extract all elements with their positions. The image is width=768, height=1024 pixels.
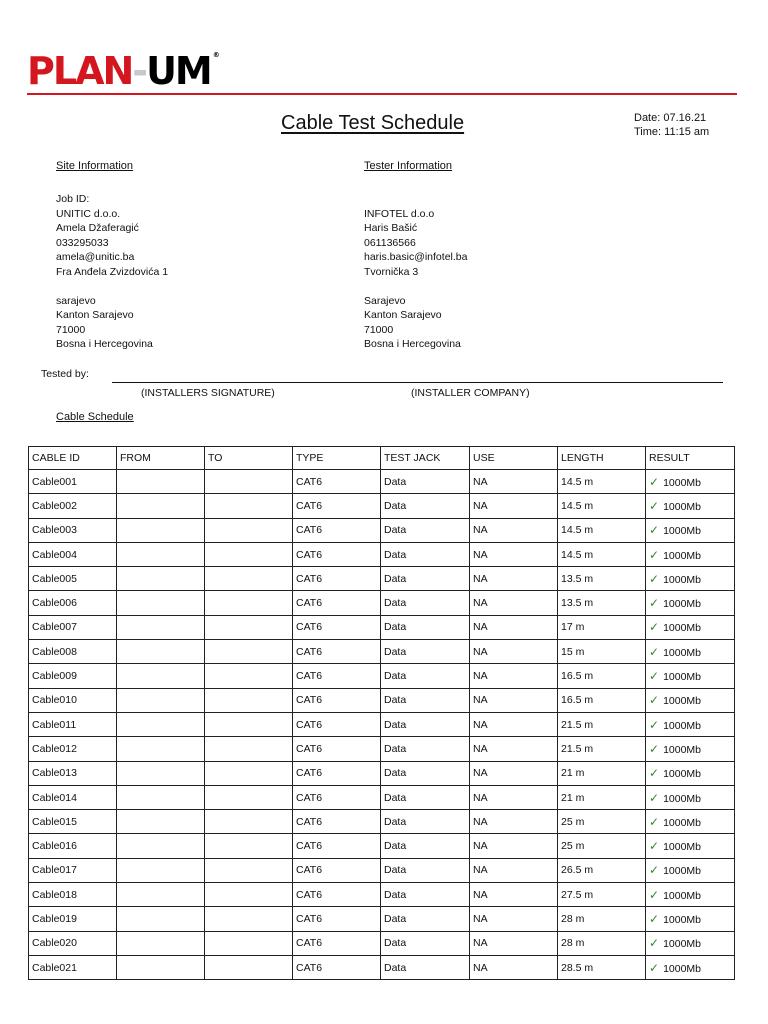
test-jack-cell: Data (381, 615, 470, 639)
length-cell: 14.5 m (558, 494, 646, 518)
use-cell: NA (470, 518, 558, 542)
to-cell (205, 858, 293, 882)
test-jack-cell: Data (381, 761, 470, 785)
result-value: 1000Mb (663, 792, 702, 805)
col-header-length: LENGTH (558, 447, 646, 470)
cable-id-cell: Cable019 (29, 907, 117, 931)
from-cell (117, 542, 205, 566)
cable-id-cell: Cable015 (29, 810, 117, 834)
cable-id-cell: Cable005 (29, 567, 117, 591)
from-cell (117, 810, 205, 834)
length-cell: 21 m (558, 785, 646, 809)
date-value: 07.16.21 (663, 112, 707, 124)
table-row (29, 761, 735, 785)
logo-text-um: UM (146, 49, 211, 93)
result-cell (646, 907, 735, 931)
cable-id-cell: Cable001 (29, 470, 117, 494)
table-row (29, 640, 735, 664)
cable-id-cell: Cable006 (29, 591, 117, 615)
to-cell (205, 907, 293, 931)
tester-street: Tvornička 3 (364, 265, 419, 278)
table-row (29, 883, 735, 907)
test-jack-cell: Data (381, 567, 470, 591)
length-cell: 14.5 m (558, 542, 646, 566)
test-jack-cell: Data (381, 640, 470, 664)
type-cell: CAT6 (293, 591, 381, 615)
logo-dash: - (132, 49, 147, 93)
length-cell: 21.5 m (558, 737, 646, 761)
length-cell: 14.5 m (558, 470, 646, 494)
use-cell: NA (470, 737, 558, 761)
checkmark-icon: ✓ (649, 863, 660, 878)
from-cell (117, 640, 205, 664)
use-cell: NA (470, 640, 558, 664)
test-jack-cell: Data (381, 688, 470, 712)
col-header-type: TYPE (293, 447, 381, 470)
from-cell (117, 834, 205, 858)
checkmark-icon: ✓ (649, 839, 660, 854)
col-header-to: TO (205, 447, 293, 470)
checkmark-icon: ✓ (649, 790, 660, 805)
type-cell: CAT6 (293, 567, 381, 591)
result-cell (646, 518, 735, 542)
job-id-label: Job ID: (56, 193, 90, 205)
table-row (29, 834, 735, 858)
cable-id-cell: Cable004 (29, 542, 117, 566)
result-value: 1000Mb (663, 743, 702, 756)
result-cell (646, 834, 735, 858)
result-cell (646, 640, 735, 664)
site-email: amela@unitic.ba (56, 251, 135, 263)
table-row (29, 542, 735, 566)
tester-phone: 061136566 (364, 236, 416, 249)
installer-company-caption: (INSTALLER COMPANY) (411, 387, 530, 399)
checkmark-icon: ✓ (649, 620, 660, 635)
col-header-test-jack: TEST JACK (381, 447, 470, 470)
checkmark-icon: ✓ (649, 669, 660, 684)
length-cell: 13.5 m (558, 591, 646, 615)
test-jack-cell: Data (381, 810, 470, 834)
cable-id-cell: Cable013 (29, 761, 117, 785)
type-cell: CAT6 (293, 931, 381, 955)
from-cell (117, 664, 205, 688)
test-jack-cell: Data (381, 883, 470, 907)
date-line (634, 111, 709, 125)
result-cell (646, 883, 735, 907)
type-cell: CAT6 (293, 761, 381, 785)
result-cell (646, 858, 735, 882)
result-cell (646, 737, 735, 761)
type-cell: CAT6 (293, 737, 381, 761)
cable-id-cell: Cable021 (29, 955, 117, 979)
col-header-from: FROM (117, 447, 205, 470)
test-jack-cell: Data (381, 591, 470, 615)
site-company: UNITIC d.o.o. (56, 207, 121, 220)
to-cell (205, 785, 293, 809)
result-cell (646, 664, 735, 688)
date-label: Date: (634, 112, 661, 124)
table-row (29, 615, 735, 639)
use-cell: NA (470, 542, 558, 566)
result-value: 1000Mb (663, 549, 702, 562)
tester-info-block (364, 207, 467, 352)
to-cell (205, 518, 293, 542)
site-region: Kanton Sarajevo (56, 309, 134, 321)
test-jack-cell: Data (381, 664, 470, 688)
result-value: 1000Mb (663, 841, 702, 854)
col-header-cable-id: CABLE ID (29, 447, 117, 470)
type-cell: CAT6 (293, 883, 381, 907)
table-row (29, 907, 735, 931)
result-cell (646, 542, 735, 566)
table-row (29, 591, 735, 615)
result-cell (646, 470, 735, 494)
length-cell: 13.5 m (558, 567, 646, 591)
company-logo (27, 49, 220, 93)
checkmark-icon: ✓ (649, 814, 660, 829)
use-cell: NA (470, 591, 558, 615)
from-cell (117, 591, 205, 615)
result-cell (646, 591, 735, 615)
time-label: Time: (634, 126, 662, 138)
tester-city: Sarajevo (364, 294, 406, 307)
tester-email: haris.basic@infotel.ba (364, 251, 468, 263)
result-value: 1000Mb (663, 865, 702, 878)
checkmark-icon: ✓ (649, 766, 660, 781)
site-info-heading: Site Information (56, 160, 134, 172)
result-cell (646, 712, 735, 736)
table-row (29, 494, 735, 518)
result-value: 1000Mb (663, 695, 702, 708)
table-row (29, 518, 735, 542)
result-value: 1000Mb (663, 500, 702, 513)
test-jack-cell: Data (381, 785, 470, 809)
checkmark-icon: ✓ (649, 936, 660, 951)
table-row (29, 737, 735, 761)
test-jack-cell: Data (381, 907, 470, 931)
cable-id-cell: Cable010 (29, 688, 117, 712)
result-cell (646, 615, 735, 639)
result-cell (646, 688, 735, 712)
length-cell: 28.5 m (558, 955, 646, 979)
test-jack-cell: Data (381, 470, 470, 494)
result-value: 1000Mb (663, 598, 702, 611)
from-cell (117, 518, 205, 542)
use-cell: NA (470, 494, 558, 518)
cable-schedule-table (28, 446, 735, 980)
test-jack-cell: Data (381, 542, 470, 566)
checkmark-icon: ✓ (649, 644, 660, 659)
cable-id-cell: Cable018 (29, 883, 117, 907)
checkmark-icon: ✓ (649, 717, 660, 732)
page-title: Cable Test Schedule (281, 112, 465, 134)
to-cell (205, 615, 293, 639)
type-cell: CAT6 (293, 470, 381, 494)
result-value: 1000Mb (663, 816, 702, 829)
cable-id-cell: Cable008 (29, 640, 117, 664)
length-cell: 21.5 m (558, 712, 646, 736)
test-jack-cell: Data (381, 955, 470, 979)
use-cell: NA (470, 567, 558, 591)
spacer (56, 279, 168, 294)
result-cell (646, 494, 735, 518)
table-header-row (29, 447, 735, 470)
use-cell: NA (470, 664, 558, 688)
to-cell (205, 883, 293, 907)
from-cell (117, 567, 205, 591)
cable-id-cell: Cable016 (29, 834, 117, 858)
result-value: 1000Mb (663, 622, 702, 635)
from-cell (117, 931, 205, 955)
use-cell: NA (470, 470, 558, 494)
checkmark-icon: ✓ (649, 498, 660, 513)
tester-company: INFOTEL d.o.o (364, 207, 435, 220)
use-cell: NA (470, 688, 558, 712)
time-line (634, 125, 709, 139)
col-header-use: USE (470, 447, 558, 470)
use-cell: NA (470, 955, 558, 979)
table-row (29, 785, 735, 809)
test-jack-cell: Data (381, 737, 470, 761)
cable-id-cell: Cable002 (29, 494, 117, 518)
cable-id-cell: Cable011 (29, 712, 117, 736)
result-cell (646, 931, 735, 955)
table-row (29, 567, 735, 591)
signature-line (112, 382, 723, 383)
use-cell: NA (470, 834, 558, 858)
cable-id-cell: Cable007 (29, 615, 117, 639)
checkmark-icon: ✓ (649, 596, 660, 611)
to-cell (205, 931, 293, 955)
checkmark-icon: ✓ (649, 693, 660, 708)
table-row (29, 810, 735, 834)
length-cell: 16.5 m (558, 688, 646, 712)
cable-id-cell: Cable020 (29, 931, 117, 955)
from-cell (117, 858, 205, 882)
result-value: 1000Mb (663, 719, 702, 732)
from-cell (117, 785, 205, 809)
length-cell: 27.5 m (558, 883, 646, 907)
site-contact: Amela Džaferagić (56, 222, 139, 234)
result-value: 1000Mb (663, 768, 702, 781)
test-jack-cell: Data (381, 518, 470, 542)
from-cell (117, 883, 205, 907)
to-cell (205, 737, 293, 761)
col-header-result: RESULT (646, 447, 735, 470)
result-value: 1000Mb (663, 525, 702, 538)
test-jack-cell: Data (381, 712, 470, 736)
test-jack-cell: Data (381, 834, 470, 858)
table-row (29, 955, 735, 979)
length-cell: 15 m (558, 640, 646, 664)
to-cell (205, 664, 293, 688)
table-row (29, 712, 735, 736)
checkmark-icon: ✓ (649, 523, 660, 538)
result-cell (646, 761, 735, 785)
length-cell: 28 m (558, 931, 646, 955)
to-cell (205, 834, 293, 858)
cable-id-cell: Cable014 (29, 785, 117, 809)
test-jack-cell: Data (381, 931, 470, 955)
tester-contact: Haris Bašić (364, 222, 418, 234)
to-cell (205, 542, 293, 566)
type-cell: CAT6 (293, 542, 381, 566)
test-jack-cell: Data (381, 858, 470, 882)
to-cell (205, 567, 293, 591)
tester-country: Bosna i Hercegovina (364, 338, 461, 350)
type-cell: CAT6 (293, 688, 381, 712)
from-cell (117, 737, 205, 761)
type-cell: CAT6 (293, 810, 381, 834)
type-cell: CAT6 (293, 518, 381, 542)
result-value: 1000Mb (663, 573, 702, 586)
length-cell: 28 m (558, 907, 646, 931)
use-cell: NA (470, 712, 558, 736)
length-cell: 14.5 m (558, 518, 646, 542)
table-row (29, 688, 735, 712)
site-street: Fra Anđela Zvizdovića 1 (56, 265, 169, 278)
to-cell (205, 761, 293, 785)
to-cell (205, 688, 293, 712)
from-cell (117, 955, 205, 979)
type-cell: CAT6 (293, 834, 381, 858)
checkmark-icon: ✓ (649, 571, 660, 586)
result-value: 1000Mb (663, 671, 702, 684)
type-cell: CAT6 (293, 615, 381, 639)
type-cell: CAT6 (293, 907, 381, 931)
table-row (29, 931, 735, 955)
tester-region: Kanton Sarajevo (364, 309, 442, 321)
spacer (364, 279, 467, 294)
length-cell: 21 m (558, 761, 646, 785)
to-cell (205, 591, 293, 615)
cable-schedule-heading: Cable Schedule (56, 411, 134, 423)
to-cell (205, 810, 293, 834)
to-cell (205, 470, 293, 494)
length-cell: 25 m (558, 810, 646, 834)
logo-text-plan: PLAN (27, 49, 133, 93)
checkmark-icon: ✓ (649, 741, 660, 756)
registered-mark: ® (212, 51, 220, 59)
length-cell: 25 m (558, 834, 646, 858)
site-phone: 033295033 (56, 236, 109, 249)
result-value: 1000Mb (663, 938, 702, 951)
use-cell: NA (470, 931, 558, 955)
from-cell (117, 615, 205, 639)
type-cell: CAT6 (293, 712, 381, 736)
site-city: sarajevo (56, 294, 96, 307)
result-value: 1000Mb (663, 646, 702, 659)
from-cell (117, 688, 205, 712)
site-country: Bosna i Hercegovina (56, 338, 153, 350)
type-cell: CAT6 (293, 785, 381, 809)
installer-signature-caption: (INSTALLERS SIGNATURE) (141, 387, 275, 399)
use-cell: NA (470, 785, 558, 809)
from-cell (117, 761, 205, 785)
tested-by-label: Tested by: (41, 368, 89, 380)
length-cell: 16.5 m (558, 664, 646, 688)
use-cell: NA (470, 761, 558, 785)
time-value: 11:15 am (664, 126, 710, 138)
to-cell (205, 712, 293, 736)
result-cell (646, 567, 735, 591)
checkmark-icon: ✓ (649, 911, 660, 926)
table-row (29, 470, 735, 494)
test-jack-cell: Data (381, 494, 470, 518)
use-cell: NA (470, 907, 558, 931)
table-row (29, 664, 735, 688)
tester-postcode: 71000 (364, 323, 394, 336)
table-row (29, 858, 735, 882)
from-cell (117, 494, 205, 518)
site-postcode: 71000 (56, 323, 86, 336)
document-meta (634, 111, 709, 139)
header-divider (27, 93, 737, 95)
result-value: 1000Mb (663, 476, 702, 489)
type-cell: CAT6 (293, 955, 381, 979)
type-cell: CAT6 (293, 494, 381, 518)
result-value: 1000Mb (663, 962, 702, 975)
cable-id-cell: Cable003 (29, 518, 117, 542)
from-cell (117, 907, 205, 931)
type-cell: CAT6 (293, 664, 381, 688)
use-cell: NA (470, 883, 558, 907)
to-cell (205, 640, 293, 664)
checkmark-icon: ✓ (649, 474, 660, 489)
cable-id-cell: Cable017 (29, 858, 117, 882)
from-cell (117, 712, 205, 736)
use-cell: NA (470, 858, 558, 882)
to-cell (205, 494, 293, 518)
result-cell (646, 810, 735, 834)
checkmark-icon: ✓ (649, 960, 660, 975)
type-cell: CAT6 (293, 858, 381, 882)
tester-info-heading: Tester Information (364, 160, 453, 172)
use-cell: NA (470, 810, 558, 834)
result-cell (646, 955, 735, 979)
length-cell: 26.5 m (558, 858, 646, 882)
checkmark-icon: ✓ (649, 887, 660, 902)
length-cell: 17 m (558, 615, 646, 639)
use-cell: NA (470, 615, 558, 639)
site-info-block (56, 192, 168, 352)
to-cell (205, 955, 293, 979)
type-cell: CAT6 (293, 640, 381, 664)
result-value: 1000Mb (663, 913, 702, 926)
from-cell (117, 470, 205, 494)
result-cell (646, 785, 735, 809)
checkmark-icon: ✓ (649, 547, 660, 562)
cable-id-cell: Cable012 (29, 737, 117, 761)
result-value: 1000Mb (663, 889, 702, 902)
cable-id-cell: Cable009 (29, 664, 117, 688)
